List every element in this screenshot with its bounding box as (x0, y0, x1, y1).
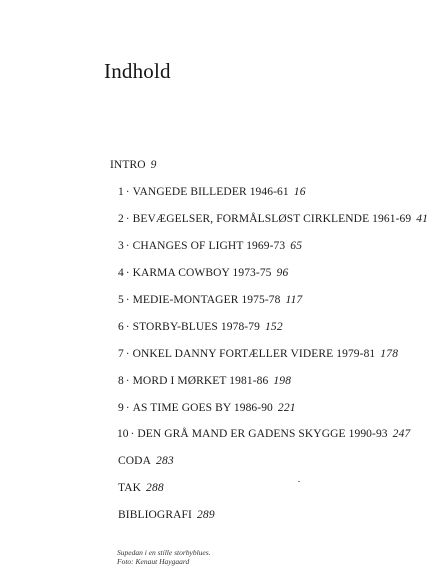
toc-entry-page: 65 (290, 240, 303, 252)
toc-entry-page: 16 (293, 186, 306, 198)
toc-entry-label: BEVÆGELSER, FORMÅLSLØST CIRKLENDE 1961-69 (132, 213, 412, 225)
toc-entry-separator: · (125, 402, 130, 414)
toc-entry-tak (118, 481, 164, 495)
toc-entry-separator: · (125, 375, 130, 387)
toc-entry-number: 2 (118, 213, 124, 225)
toc-entry-1 (118, 185, 306, 199)
toc-entry-page: 9 (150, 159, 157, 171)
toc-entry-number: 7 (118, 348, 124, 360)
toc-entry-7 (118, 347, 398, 361)
toc-entry-number: 8 (118, 375, 124, 387)
toc-entry-intro (110, 158, 157, 172)
toc-entry-label: BIBLIOGRAFI (118, 509, 192, 521)
toc-entry-label: MORD I MØRKET 1981-86 (132, 375, 269, 387)
toc-entry-page: 117 (285, 294, 303, 306)
toc-entry-label: VANGEDE BILLEDER 1946-61 (132, 186, 289, 198)
toc-entry-label: INTRO (110, 159, 146, 171)
toc-entry-label: KARMA COWBOY 1973-75 (132, 267, 272, 279)
toc-entry-page: 289 (196, 509, 215, 521)
toc-entry-page: 96 (276, 267, 289, 279)
toc-entry-number: 3 (118, 240, 124, 252)
toc-entry-page: 283 (156, 455, 174, 467)
page-title: Indhold (104, 59, 171, 83)
toc-entry-separator: · (125, 267, 130, 279)
toc-entry-separator: · (125, 213, 130, 225)
photo-caption (117, 548, 211, 566)
toc-entry-page: 178 (380, 348, 399, 360)
caption-line: Supedan i en stille storbyblues. (117, 548, 211, 557)
toc-entry-page: 152 (264, 321, 283, 333)
toc-entry-separator: · (130, 428, 135, 440)
toc-entry-coda (118, 454, 174, 468)
caption-credit: Foto: Kenaut Haygaard (117, 557, 190, 566)
toc-entry-label: MEDIE-MONTAGER 1975-78 (132, 294, 281, 306)
toc-entry-separator: · (125, 294, 130, 306)
toc-entry-10 (117, 427, 411, 441)
toc-entry-label: DEN GRÅ MAND ER GADENS SKYGGE 1990-93 (137, 428, 388, 440)
toc-entry-number: 6 (118, 321, 124, 333)
toc-entry-number: 4 (118, 267, 124, 279)
toc-entry-bibliografi (118, 508, 215, 522)
toc-entry-separator: · (125, 240, 130, 252)
toc-entry-2 (118, 212, 428, 226)
toc-entry-number: 1 (118, 186, 124, 198)
toc-entry-number: 5 (118, 294, 124, 306)
print-speck (298, 481, 300, 482)
toc-entry-label: CODA (118, 455, 151, 467)
toc-entry-separator: · (125, 186, 130, 198)
toc-entry-5 (118, 293, 302, 307)
toc-entry-label: CHANGES OF LIGHT 1969-73 (132, 240, 286, 252)
toc-entry-6 (118, 320, 283, 334)
toc-entry-number: 10 (117, 428, 129, 440)
toc-entry-4 (118, 266, 288, 280)
toc-entry-3 (118, 239, 302, 253)
toc-entry-page: 288 (146, 482, 164, 494)
toc-entry-9 (118, 401, 296, 415)
toc-entry-number: 9 (118, 402, 124, 414)
toc-entry-label: AS TIME GOES BY 1986-90 (132, 402, 273, 414)
toc-entry-page: 41 (416, 213, 429, 225)
toc-entry-separator: · (125, 348, 130, 360)
toc-entry-label: ONKEL DANNY FORTÆLLER VIDERE 1979-81 (132, 348, 376, 360)
toc-entry-page: 198 (273, 375, 292, 387)
toc-entry-separator: · (125, 321, 130, 333)
toc-entry-8 (118, 374, 291, 388)
toc-entry-label: TAK (118, 482, 142, 494)
toc-entry-page: 247 (392, 428, 411, 440)
toc-entry-page: 221 (277, 402, 296, 414)
toc-entry-label: STORBY-BLUES 1978-79 (132, 321, 260, 333)
